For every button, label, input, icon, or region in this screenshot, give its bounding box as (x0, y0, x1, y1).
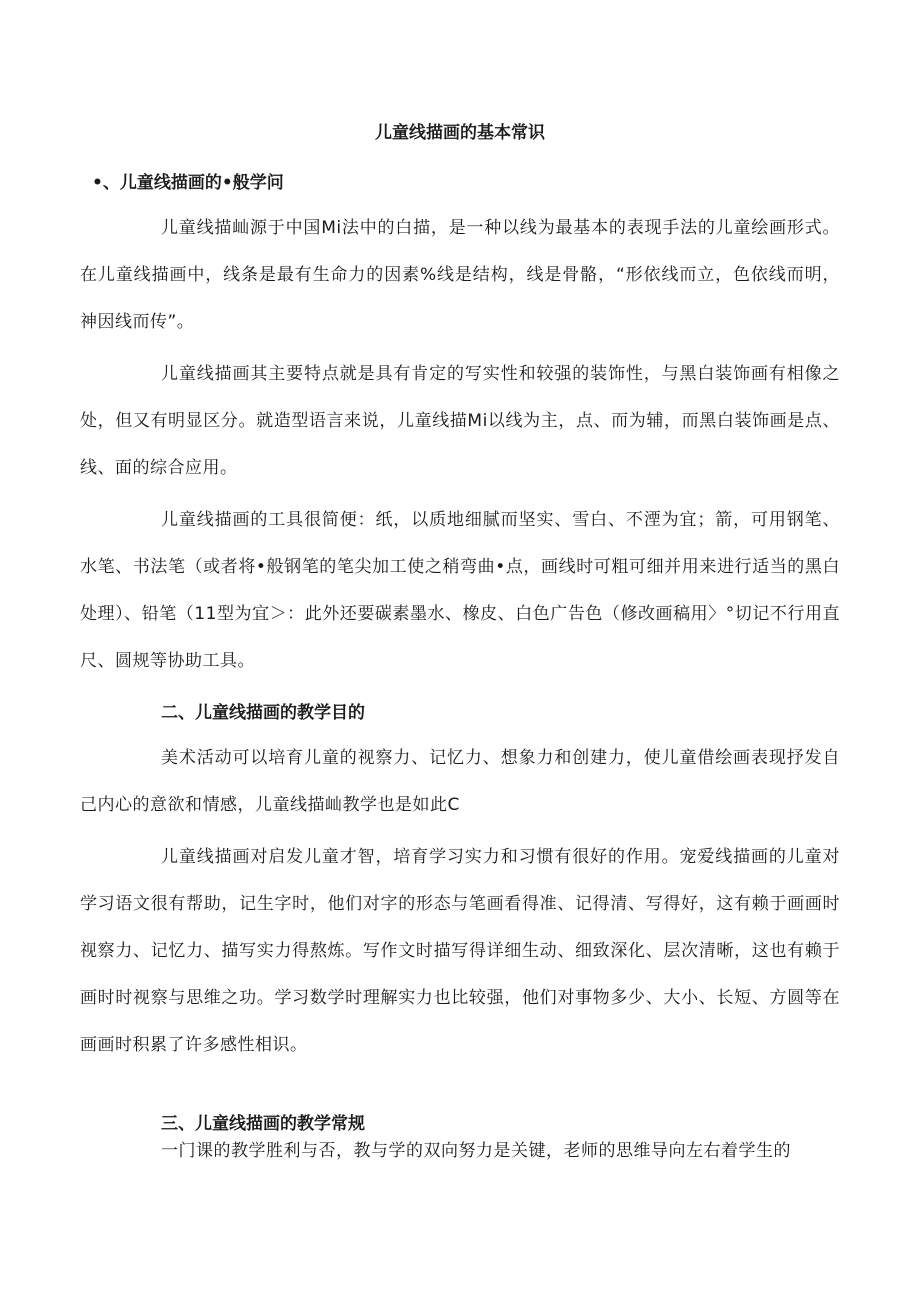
section-2-heading: 二、儿童线描画的教学目的 (161, 703, 365, 723)
document-title: 儿童线描画的基本常识 (375, 123, 545, 143)
section-3-paragraph-1: 一门课的教学胜利与否，教与学的双向努力是关键，老师的思维导向左右着学生的 (161, 1141, 791, 1161)
section-1-paragraph-2: 儿童线描画其主要特点就是具有肯定的写实性和较强的装饰性，与黑白装饰画有相像之处，但又有明显区分。就造型语言来说，儿童线描Mi以线为主，点、而为辅，而黑白装饰画是点、线、面的综合应用。 (80, 364, 840, 478)
section-1-paragraph-1: 儿童线描屾源于中国Mi法中的白描，是一种以线为最基本的表现手法的儿童绘画形式。在儿童线描画中，线条是最有生命力的因素%线是结构，线是骨骼，“形依线而立，色依线而明，神因线而传”。 (80, 218, 840, 332)
section-3-heading: 三、儿童线描画的教学常规 (161, 1114, 365, 1134)
section-1-paragraph-3: 儿童线描画的工具很简便：纸，以质地细腻而坚实、雪白、不湮为宜；箭，可用钢笔、水笔、书法笔（或者将•般钢笔的笔尖加工使之稍弯曲•点，画线时可粗可细并用来进行适当的黑白处理）、铅笔（11型为宜＞：此外还要碳素墨水、橡皮、白色广告色（修改画稿用〉°切记不行用直尺、圆规等协助工具。 (80, 510, 840, 671)
section-1-heading: •、儿童线描画的•般学问 (92, 173, 284, 193)
section-2-paragraph-2: 儿童线描画对启发儿童才智，培育学习实力和习惯有很好的作用。宠爱线描画的儿童对学习语文很有帮助，记生字时，他们对字的形态与笔画看得准、记得清、写得好，这有赖于画画时视察力、记忆力、描写实力得熬炼。写作文时描写得详细生动、细致深化、层次清晰，这也有赖于画时时视察与思维之功。学习数学时理解实力也比较强，他们对事物多少、大小、长短、方圆等在画画时积累了许多感性相识。 (80, 847, 840, 1055)
section-2-paragraph-1: 美术活动可以培育儿童的视察力、记忆力、想象力和创建力，使儿童借绘画表现抒发自己内心的意欲和情感，儿童线描屾教学也是如此C (80, 748, 840, 815)
